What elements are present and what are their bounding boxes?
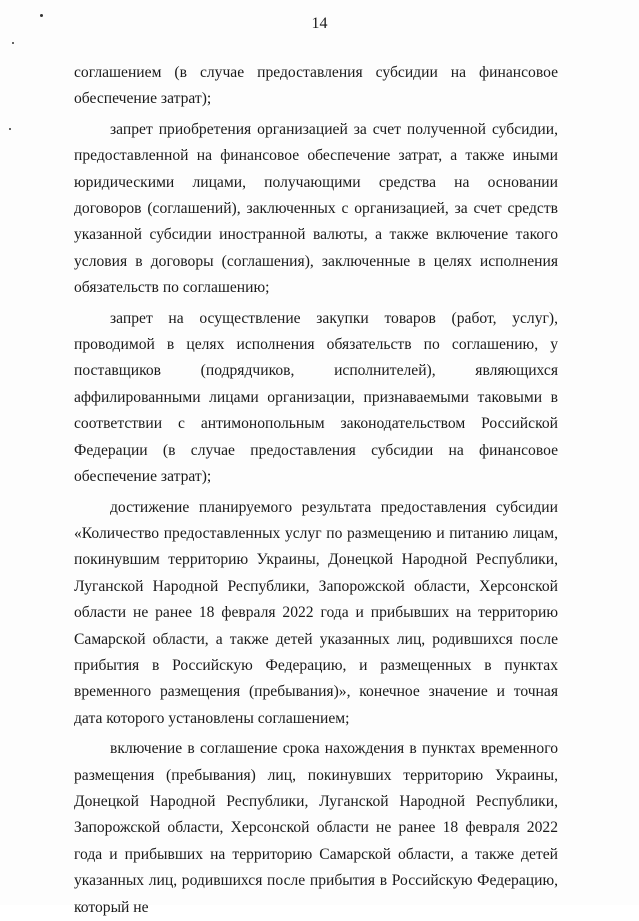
scan-speck [12, 42, 14, 44]
paragraph-3: запрет на осуществление закупки товаров (работ, услуг), проводимой в целях исполнения обязательств по соглашению, у поставщиков (подрядчиков, исполнителей), являющихся аффилированными лицами организации, признаваемыми таковыми в соответствии с антимонопольным законодательством Российской Федерации (в случае предоставления субсидии на финансовое обеспечение затрат); [74, 309, 558, 486]
page-number: 14 [311, 15, 328, 32]
document-body [74, 60, 558, 921]
paragraph-4: достижение планируемого результата предоставления субсидии «Количество предоставленных услуг по размещению и питанию лицам, покинувшим территорию Украины, Донецкой Народной Республики, Луганской Народной Республики, Запорожской области, Херсонской области не ранее 18 февраля 2022 года и прибывших на территорию Самарской области, а также детей указанных лиц, родившихся после прибытия в Российскую Федерацию, и размещенных в пунктах временного размещения (пребывания)», конечное значение и точная дата которого установлены соглашением; [74, 498, 558, 727]
scan-speck [9, 128, 11, 130]
paragraph-2: запрет приобретения организацией за счет полученной субсидии, предоставленной на финансовое обеспечение затрат, а также иными юридическими лицами, получающими средства на основании договоров (соглашений), заключенных с организацией, за счет средств указанной субсидии иностранной валюты, а также включение такого условия в договоры (соглашения), заключенные в целях исполнения обязательств по соглашению; [74, 120, 558, 297]
paragraph-1: соглашением (в случае предоставления субсидии на финансовое обеспечение затрат); [74, 64, 558, 108]
paragraph-5: включение в соглашение срока нахождения в пунктах временного размещения (пребывания) лиц, покинувших территорию Украины, Донецкой Народной Республики, Луганской Народной Республики, Запорожской области, Херсонской области не ранее 18 февраля 2022 года и прибывших на территорию Самарской области, а также детей указанных лиц, родившихся после прибытия в Российскую Федерацию, который не [74, 740, 558, 916]
